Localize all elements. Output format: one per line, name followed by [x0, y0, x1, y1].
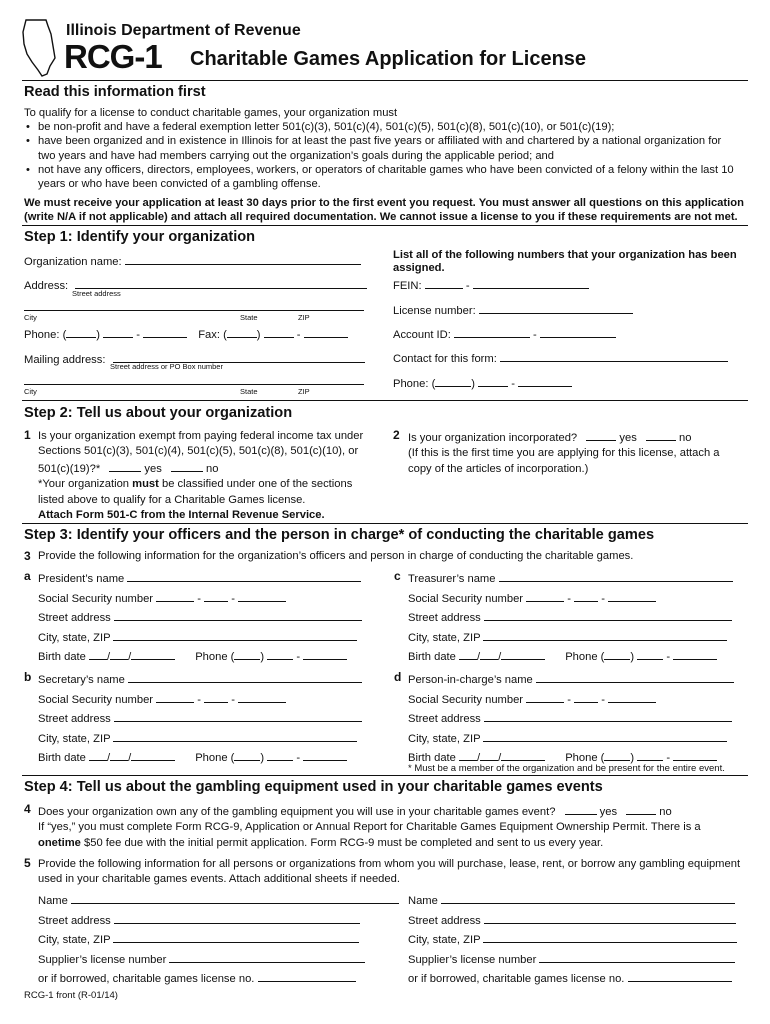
intro-warning: (write N/A if not applicable) and attach all required documentation. We cannot issue a license to you if these requirements are not met.: [24, 211, 738, 224]
officer-phone-prefix-field[interactable]: [637, 648, 663, 660]
q2-text: (If this is the first time you are applying for this license, attach a: [408, 447, 720, 460]
officer-phone-number-field[interactable]: [673, 749, 717, 761]
paren: ): [96, 329, 101, 341]
officer-letter: a: [24, 569, 31, 583]
officer-footnote: * Must be a member of the organization and be present for the entire event.: [408, 763, 725, 774]
officer-letter: c: [394, 569, 401, 583]
illinois-state-outline-icon: [20, 18, 60, 78]
q2-yes-field[interactable]: [586, 429, 616, 441]
officer-city-row: [38, 629, 357, 644]
dash: -: [567, 694, 571, 706]
supplier-license-label: Supplier’s license number: [38, 953, 167, 966]
q4-block: [38, 803, 750, 851]
officer-city-field[interactable]: [483, 629, 727, 641]
ssn-part3-field[interactable]: [238, 590, 286, 602]
mailing-city-field[interactable]: [24, 373, 364, 385]
q1-text: 501(c)(19)?*: [38, 462, 101, 475]
q4-yes-field[interactable]: [565, 803, 597, 815]
q4-number: 4: [24, 802, 31, 816]
q5-block: [38, 857, 750, 888]
supplier-name-label: Name: [38, 895, 68, 907]
step4-heading: Step 4: Tell us about the gambling equipment used in your charitable games events: [24, 779, 603, 795]
q1-no-field[interactable]: [171, 460, 203, 472]
supplier-name-field[interactable]: [71, 892, 399, 904]
birth-year-field[interactable]: [131, 749, 175, 761]
birth-year-field[interactable]: [501, 749, 545, 761]
fein-prefix-field[interactable]: [425, 277, 463, 289]
officer-phone-label: Phone: [565, 752, 598, 764]
officer-phone-prefix-field[interactable]: [637, 749, 663, 761]
street-label: Street address: [408, 713, 481, 725]
dash: -: [511, 378, 515, 390]
supplier-city-label: City, state, ZIP: [408, 934, 481, 946]
officer-phone-prefix-field[interactable]: [267, 749, 293, 761]
officer-name-field[interactable]: [128, 671, 362, 683]
phone-prefix-field[interactable]: [103, 326, 133, 338]
dash: -: [231, 593, 235, 605]
officer-ssn-row: [408, 590, 656, 605]
officer-phone-area-field[interactable]: [234, 648, 260, 660]
intro-bullet: • have been organized and in existence in Illinois for at least the past five years or affiliated with and chartered by a national organization for: [24, 134, 750, 148]
ssn-label: Social Security number: [408, 593, 524, 605]
dash: -: [465, 280, 470, 292]
dash: -: [601, 694, 605, 706]
ssn-part1-field[interactable]: [526, 590, 564, 602]
fax-number-field[interactable]: [304, 326, 348, 338]
slash: /: [477, 752, 481, 764]
officer-name-row: [38, 671, 362, 686]
intro-heading: Read this information first: [24, 84, 206, 100]
officer-birth-phone-row: Birth date / / Phone ( ) -: [38, 648, 347, 663]
officer-phone-label: Phone: [195, 651, 228, 663]
supplier-street-row: [38, 912, 360, 927]
ssn-part2-field[interactable]: [204, 590, 228, 602]
birth-year-field[interactable]: [131, 648, 175, 660]
q2-block: [408, 429, 748, 477]
slash: /: [107, 752, 111, 764]
birth-label: Birth date: [38, 651, 86, 663]
mailing-label: Mailing address:: [24, 354, 106, 366]
address-field[interactable]: [75, 277, 367, 289]
officer-phone-number-field[interactable]: [303, 648, 347, 660]
birth-month-field[interactable]: [89, 648, 107, 660]
intro-warning: We must receive your application at least 30 days prior to the first event you request. You must answer all questions on this application: [24, 197, 744, 210]
contact-phone-prefix-field[interactable]: [478, 375, 508, 387]
license-field[interactable]: [479, 302, 633, 314]
paren: ): [260, 651, 265, 663]
intro-bullet: • be non-profit and have a federal exemption letter 501(c)(3), 501(c)(4), 501(c)(5), 501(c)(8), 501(c)(10), or 501(c)(19);: [24, 120, 750, 134]
city-state-zip-label: City, state, ZIP: [408, 733, 481, 745]
q1-attach: Attach Form 501-C from the Internal Revenue Service.: [38, 509, 325, 522]
contact-field[interactable]: [500, 350, 728, 362]
state-hint: State: [240, 387, 258, 396]
officer-name-label: Person-in-charge’s name: [408, 674, 533, 686]
city-hint: City: [24, 313, 37, 322]
section-rule: [22, 775, 748, 776]
step1-heading: Step 1: Identify your organization: [24, 229, 256, 245]
contact-row: [393, 350, 728, 365]
ssn-part2-field[interactable]: [574, 691, 598, 703]
q5-text: used in your charitable games events. Attach additional sheets if needed.: [38, 873, 400, 886]
officer-birth-phone-row: Birth date / / Phone ( ) -: [408, 749, 717, 764]
supplier-street-field[interactable]: [484, 912, 736, 924]
dash: -: [567, 593, 571, 605]
dash: -: [666, 651, 671, 663]
officer-ssn-row: [38, 590, 286, 605]
q1-note: be classified under one of the sections: [158, 478, 353, 491]
officer-birth-phone-row: Birth date / / Phone ( ) -: [408, 648, 717, 663]
dash: -: [296, 329, 301, 341]
q4-onetime: onetime: [38, 836, 81, 849]
officer-street-row: [38, 710, 362, 725]
birth-year-field[interactable]: [501, 648, 545, 660]
supplier-name-row: [408, 892, 735, 907]
q5-text: Provide the following information for all persons or organizations from whom you will purchase, lease, rent, or borrow any gambling equipment: [38, 858, 741, 870]
q5-number: 5: [24, 856, 31, 870]
officer-phone-number-field[interactable]: [303, 749, 347, 761]
dash: -: [136, 329, 140, 341]
q1-note: *Your organization: [38, 478, 133, 491]
supplier-license-row: [408, 951, 735, 966]
q2-no-field[interactable]: [646, 429, 676, 441]
supplier-street-field[interactable]: [114, 912, 360, 924]
officer-street-row: [408, 609, 732, 624]
q4-no-field[interactable]: [626, 803, 656, 815]
ssn-label: Social Security number: [408, 694, 524, 706]
zip-hint: ZIP: [298, 313, 310, 322]
birth-day-field[interactable]: [480, 648, 498, 660]
address-label: Address:: [24, 280, 69, 292]
phone-label: Phone: (: [24, 329, 67, 341]
city-state-zip-label: City, state, ZIP: [38, 733, 111, 745]
slash: /: [128, 651, 132, 663]
paren: ): [256, 329, 261, 341]
contact-phone-area-field[interactable]: [435, 375, 471, 387]
supplier-name-row: [38, 892, 399, 907]
fein-number-field[interactable]: [473, 277, 589, 289]
officer-name-row: [408, 570, 733, 585]
phone-area-field[interactable]: [66, 326, 96, 338]
dash: -: [666, 752, 671, 764]
supplier-license-row: [38, 951, 365, 966]
supplier-borrowed-field[interactable]: [628, 970, 732, 982]
q1-text: Is your organization exempt from paying federal income tax under: [38, 430, 364, 442]
fax-prefix-field[interactable]: [264, 326, 294, 338]
officer-name-label: Treasurer’s name: [408, 573, 496, 585]
officer-phone-area-field[interactable]: [604, 749, 630, 761]
account-label: Account ID:: [393, 329, 451, 341]
supplier-license-label: Supplier’s license number: [408, 953, 537, 966]
street-label: Street address: [408, 612, 481, 624]
fax-label: Fax: (: [198, 329, 227, 341]
officer-street-field[interactable]: [484, 609, 732, 621]
no-label: no: [679, 432, 692, 444]
city-hint: City: [24, 387, 37, 396]
dash: -: [601, 593, 605, 605]
dash: -: [296, 651, 301, 663]
dash: -: [197, 694, 201, 706]
officer-ssn-row: [38, 691, 286, 706]
phone-fax-row: [24, 326, 348, 341]
zip-hint: ZIP: [298, 387, 310, 396]
supplier-borrowed-label: or if borrowed, charitable games license no.: [408, 973, 625, 985]
ssn-part3-field[interactable]: [608, 590, 656, 602]
ssn-label: Social Security number: [38, 694, 154, 706]
supplier-borrowed-row: [408, 970, 732, 985]
street-po-hint: Street address or PO Box number: [110, 362, 223, 371]
q2-number: 2: [393, 428, 400, 442]
header-rule: [22, 80, 748, 81]
officer-name-field[interactable]: [536, 671, 734, 683]
supplier-name-label: Name: [408, 895, 438, 907]
q1-note: listed above to qualify for a Charitable Games license.: [38, 493, 306, 506]
contact-phone-number-field[interactable]: [518, 375, 572, 387]
officer-city-field[interactable]: [113, 730, 357, 742]
officer-phone-prefix-field[interactable]: [267, 648, 293, 660]
birth-day-field[interactable]: [110, 648, 128, 660]
intro-bullet-cont: years or who have been convicted of a gambling offense.: [38, 178, 321, 191]
fein-row: [393, 277, 589, 292]
q1-note-bold: must: [132, 478, 159, 491]
officer-letter: b: [24, 670, 32, 684]
dash: -: [533, 329, 537, 341]
dash: -: [296, 752, 301, 764]
supplier-street-row: [408, 912, 736, 927]
department-name: Illinois Department of Revenue: [66, 22, 301, 39]
q2-text: copy of the articles of incorporation.): [408, 462, 589, 475]
q2-text: Is your organization incorporated?: [408, 432, 578, 444]
yes-label: yes: [619, 432, 637, 444]
birth-day-field[interactable]: [110, 749, 128, 761]
paren: ): [471, 378, 476, 390]
contact-phone-row: [393, 375, 572, 390]
slash: /: [498, 651, 502, 663]
birth-month-field[interactable]: [459, 749, 477, 761]
q1-number: 1: [24, 428, 31, 442]
slash: /: [128, 752, 132, 764]
form-title: Charitable Games Application for License: [190, 48, 587, 70]
supplier-city-row: [408, 931, 737, 946]
q4-text: $50 fee due with the initial permit application. Form RCG-9 must be completed and sent to us every year.: [80, 836, 604, 849]
birth-label: Birth date: [408, 752, 456, 764]
ssn-part1-field[interactable]: [156, 590, 194, 602]
officer-name-label: Secretary’s name: [38, 674, 125, 686]
form-revision: RCG-1 front (R-01/14): [24, 990, 118, 1001]
officer-city-field[interactable]: [113, 629, 357, 641]
section-rule: [22, 400, 748, 401]
phone-number-field[interactable]: [143, 326, 187, 338]
license-label: License number:: [393, 305, 476, 317]
birth-label: Birth date: [408, 651, 456, 663]
dash: -: [231, 694, 235, 706]
fein-label: FEIN:: [393, 280, 422, 292]
supplier-license-field[interactable]: [539, 951, 735, 963]
street-address-hint: Street address: [72, 289, 121, 298]
officer-city-field[interactable]: [483, 730, 727, 742]
birth-label: Birth date: [38, 752, 86, 764]
account-prefix-field[interactable]: [454, 326, 530, 338]
paren: ): [630, 651, 635, 663]
officer-city-row: [408, 730, 727, 745]
numbers-line: assigned.: [393, 262, 445, 274]
intro-bullet-cont: two years and have had members carrying out the organization’s goals during the applicable period; and: [38, 149, 554, 162]
account-number-field[interactable]: [540, 326, 616, 338]
supplier-street-label: Street address: [38, 914, 111, 927]
numbers-instructions: [393, 249, 753, 275]
birth-month-field[interactable]: [89, 749, 107, 761]
org-name-label: Organization name:: [24, 256, 122, 268]
q4-text: Does your organization own any of the gambling equipment you will use in your charitable games event?: [38, 806, 556, 818]
birth-day-field[interactable]: [480, 749, 498, 761]
no-label: no: [659, 806, 672, 818]
officer-letter: d: [394, 670, 402, 684]
officer-street-field[interactable]: [484, 710, 732, 722]
supplier-city-label: City, state, ZIP: [38, 934, 111, 946]
supplier-name-field[interactable]: [441, 892, 735, 904]
q1-yes-field[interactable]: [109, 460, 141, 472]
slash: /: [477, 651, 481, 663]
ssn-part1-field[interactable]: [156, 691, 194, 703]
officer-name-label: President’s name: [38, 573, 125, 585]
no-label: no: [206, 462, 219, 475]
supplier-city-field[interactable]: [113, 931, 359, 943]
q1-text: Sections 501(c)(3), 501(c)(4), 501(c)(5), 501(c)(8), 501(c)(10), or: [38, 445, 359, 458]
dash: -: [197, 593, 201, 605]
paren: ): [630, 752, 635, 764]
step3-heading: Step 3: Identify your officers and the person in charge* of conducting the charitable games: [24, 527, 655, 543]
ssn-part2-field[interactable]: [204, 691, 228, 703]
yes-label: yes: [144, 462, 162, 475]
officer-phone-number-field[interactable]: [673, 648, 717, 660]
contact-phone-label: Phone: (: [393, 378, 436, 390]
ssn-part3-field[interactable]: [608, 691, 656, 703]
city-state-zip-label: City, state, ZIP: [408, 632, 481, 644]
officer-street-row: [38, 609, 362, 624]
fax-area-field[interactable]: [227, 326, 257, 338]
supplier-borrowed-field[interactable]: [258, 970, 356, 982]
ssn-part1-field[interactable]: [526, 691, 564, 703]
paren: ): [260, 752, 265, 764]
intro-lead: To qualify for a license to conduct charitable games, your organization must: [24, 107, 398, 119]
yes-label: yes: [599, 806, 618, 818]
step2-heading: Step 2: Tell us about your organization: [24, 405, 293, 421]
officer-name-row: [38, 570, 361, 585]
ssn-label: Social Security number: [38, 593, 154, 605]
q3-text: Provide the following information for the organization’s officers and person in charge of conducting the charitable games.: [38, 550, 634, 562]
intro-section: [24, 106, 750, 225]
officer-street-row: [408, 710, 732, 725]
street-label: Street address: [38, 612, 111, 624]
supplier-city-row: [38, 931, 359, 946]
officer-birth-phone-row: Birth date / / Phone ( ) -: [38, 749, 347, 764]
officer-ssn-row: [408, 691, 656, 706]
officer-street-field[interactable]: [114, 710, 362, 722]
officer-city-row: [408, 629, 727, 644]
officer-name-field[interactable]: [127, 570, 361, 582]
q4-text: If “yes,” you must complete Form RCG-9, Application or Annual Report for Charitable Games Equipment Ownership Permit. There is a: [38, 821, 701, 834]
supplier-borrowed-row: [38, 970, 356, 985]
intro-bullet: • not have any officers, directors, employees, workers, or operators of charitable games who have been convicted of a felony within the last 10: [24, 163, 750, 177]
officer-name-field[interactable]: [499, 570, 733, 582]
section-rule: [22, 523, 748, 524]
supplier-license-field[interactable]: [169, 951, 365, 963]
ssn-part3-field[interactable]: [238, 691, 286, 703]
contact-label: Contact for this form:: [393, 353, 497, 365]
supplier-street-label: Street address: [408, 914, 481, 927]
org-name-field[interactable]: [125, 253, 361, 265]
city-state-zip-label: City, state, ZIP: [38, 632, 111, 644]
officer-phone-area-field[interactable]: [604, 648, 630, 660]
slash: /: [107, 651, 111, 663]
ssn-part2-field[interactable]: [574, 590, 598, 602]
state-hint: State: [240, 313, 258, 322]
officer-street-field[interactable]: [114, 609, 362, 621]
officer-phone-label: Phone: [195, 752, 228, 764]
city-state-zip-field[interactable]: [24, 299, 364, 311]
street-label: Street address: [38, 713, 111, 725]
supplier-city-field[interactable]: [483, 931, 737, 943]
license-row: [393, 302, 633, 317]
q1-block: [38, 429, 378, 523]
q3-number: 3: [24, 549, 31, 563]
officer-name-row: [408, 671, 734, 686]
form-number: RCG-1: [64, 38, 162, 75]
officer-phone-label: Phone: [565, 651, 598, 663]
org-name-row: [24, 253, 361, 268]
birth-month-field[interactable]: [459, 648, 477, 660]
numbers-line: List all of the following numbers that your organization has been: [393, 249, 737, 261]
slash: /: [498, 752, 502, 764]
section-rule: [22, 225, 748, 226]
supplier-borrowed-label: or if borrowed, charitable games license no.: [38, 973, 255, 985]
officer-city-row: [38, 730, 357, 745]
officer-phone-area-field[interactable]: [234, 749, 260, 761]
account-row: [393, 326, 616, 341]
